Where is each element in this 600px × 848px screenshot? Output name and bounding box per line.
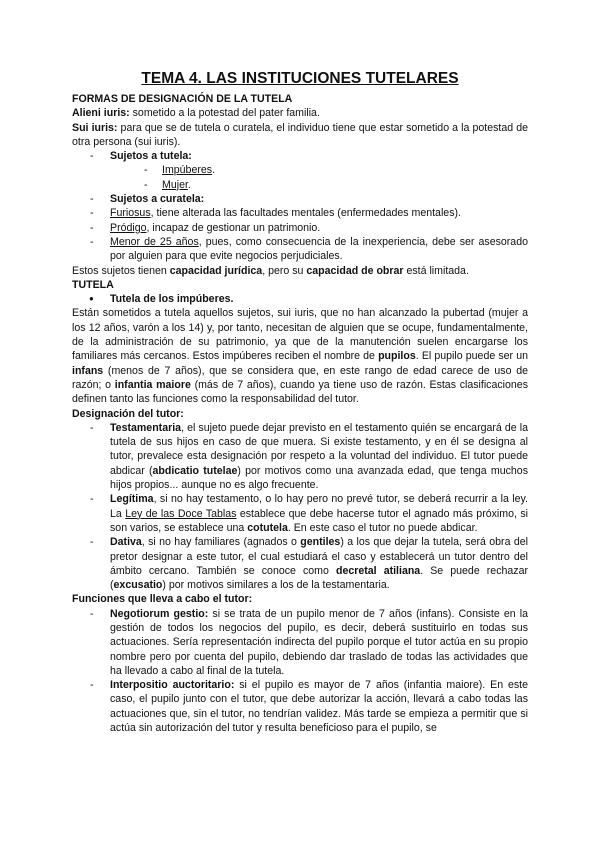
list-funciones [72, 607, 528, 736]
page-title: TEMA 4. LAS INSTITUCIONES TUTELARES [141, 70, 459, 87]
list-item-prodigo: - Pródigo, incapaz de gestionar un patrimonio. [72, 221, 528, 235]
paragraph-alieni-iuris: Alieni iuris: sometido a la potestad del pater familia. [72, 107, 320, 120]
section-heading-formas: FORMAS DE DESIGNACIÓN DE LA TUTELA [72, 93, 293, 105]
paragraph-capacidad: Estos sujetos tienen capacidad jurídica, pero su capacidad de obrar está limitada. [72, 264, 469, 277]
term-alieni-iuris: Alieni iuris: [72, 107, 130, 120]
list-sujetos [72, 149, 528, 263]
list-item-testamentaria: - Testamentaria, el sujeto puede dejar previsto en el testamento quién se encargará de la tutela de sus hijos en caso de que muera. Si existe testamento, y en él se designa al tutor, prevalece esta designación por respeto a la voluntad del individuo. El tutor puede abdicar (abdicatio tutelae) por motivos como una avanzada edad, que tenga muchos hijos propios... aunque no es algo frecuente. [72, 421, 528, 492]
list-item-negotiorum: - Negotiorum gestio: si se trata de un pupilo menor de 7 años (infans). Consiste en la gestión de todos los negocios del pupilo, es decir, deberá sustituirlo en todas sus actuaciones. Sería representación indirecta del pupilo porque el tutor actúa en su propio nombre pero por cuenta del pupilo, debiendo dar traslado de todas las actividades que ha llevado a cabo al final de la tutela. [72, 607, 528, 678]
section-heading-funciones: Funciones que lleva a cabo el tutor: [72, 593, 253, 606]
list-item-sujetos-tutela: - Sujetos a tutela: [72, 149, 528, 163]
list-item-legitima: - Legítima, si no hay testamento, o lo hay pero no prevé tutor, se deberá recurrir a la ley. La Ley de las Doce Tablas establece que debe hacerse tutor el agnado más próximo, si son varios, se establece una cotutela. En este caso el tutor no puede abdicar. [72, 492, 528, 535]
list-designacion [72, 421, 528, 593]
list-item-sujetos-curatela: - Sujetos a curatela: [72, 192, 528, 206]
section-heading-designacion: Designación del tutor: [72, 407, 184, 420]
list-item-menor: - Menor de 25 años, pues, como consecuencia de la inexperiencia, debe ser asesorado por alguien para que evite negocios perjudiciales. [72, 235, 528, 264]
list-item-impuberes: - Impúberes. [72, 163, 528, 177]
paragraph-sui-iuris: Sui iuris: para que se de tutela o curatela, el individuo tiene que estar sometido a la potestad de otra persona (sui iuris). [72, 121, 528, 148]
list-item-interpositio: - Interpositio auctoritario: si el pupilo es mayor de 7 años (infantia maiore). En este caso, el pupilo junto con el tutor, que debe autorizar la acción, llevará a cabo todas las actuaciones que, sin el tutor, no tendrían validez. Más tarde se empieza a permitir que si actúa sin autorización del tutor y resulta beneficioso para el pupilo, se [72, 678, 528, 735]
term-sui-iuris: Sui iuris: [72, 121, 118, 134]
list-item-mujer: - Mujer. [72, 178, 528, 192]
paragraph-impuberes: Están sometidos a tutela aquellos sujetos, sui iuris, que no han alcanzado la pubertad (mujer a los 12 años, varón a los 14) y, por tanto, necesitan de alguien que se ocupe, fundamentalmente, de la administración de su patrimonio, ya que de la manutención suelen encargarse los familiares más cercanos. Estos impúberes reciben el nombre de pupilos. El pupilo puede ser un infans (menos de 7 años), que se considera que, en este rango de edad carece de uso de razón; o infantia maiore (más de 7 años), cuando ya tiene uso de razón. Estas clasificaciones definen tanto las funciones como la responsabilidad del tutor. [72, 307, 528, 406]
section-heading-tutela: TUTELA [72, 278, 114, 291]
list-item-dativa: - Dativa, si no hay familiares (agnados o gentiles) a los que dejar la tutela, será obra del pretor designar a este tutor, el cual estudiará el caso y establecerá un tutor dentro del ámbito cercano. También se conoce como decretal atiliana. Se puede rechazar (excusatio) por motivos similares a los de la testamentaria. [72, 535, 528, 592]
document-page [72, 70, 528, 735]
list-tutela [72, 292, 528, 306]
list-item-furiosus: - Furiosus, tiene alterada las facultades mentales (enfermedades mentales). [72, 206, 528, 220]
bullet-tutela-impuberes: ● Tutela de los impúberes. [72, 292, 528, 306]
